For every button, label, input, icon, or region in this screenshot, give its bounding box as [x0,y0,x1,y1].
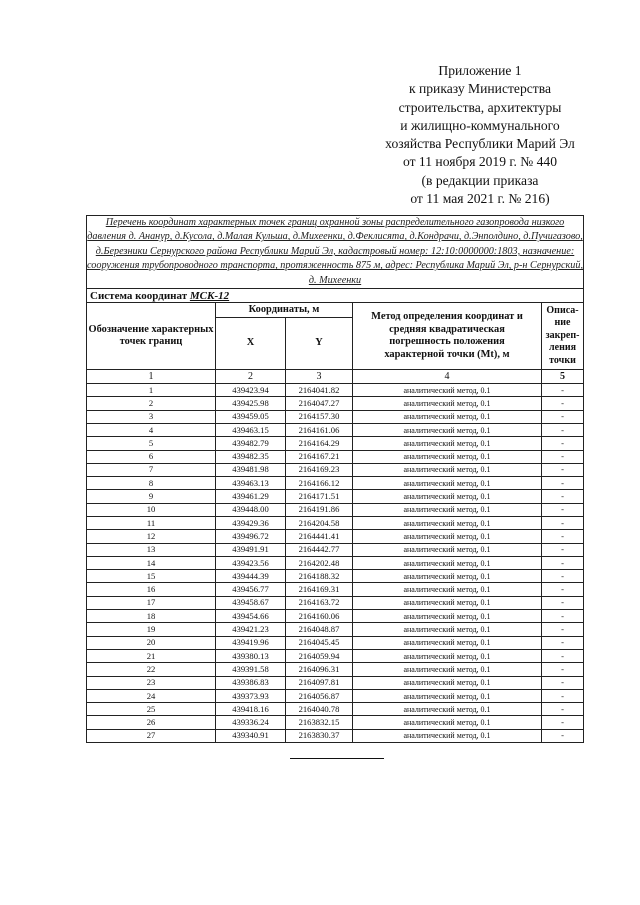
table-row [87,543,584,556]
description: - [542,570,584,583]
point-number: 19 [87,623,216,636]
description: - [542,689,584,702]
coord-y: 2164160.06 [286,610,353,623]
coord-x: 439461.29 [216,490,286,503]
description: - [542,649,584,662]
point-number: 11 [87,517,216,530]
table-row [87,450,584,463]
table-row [87,463,584,476]
coord-y: 2164047.27 [286,397,353,410]
method: аналитический метод, 0.1 [353,689,542,702]
coord-y: 2164188.32 [286,570,353,583]
point-number: 26 [87,716,216,729]
description: - [542,397,584,410]
coord-x: 439418.16 [216,703,286,716]
point-number: 12 [87,530,216,543]
coord-y: 2164204.58 [286,517,353,530]
method: аналитический метод, 0.1 [353,663,542,676]
method: аналитический метод, 0.1 [353,596,542,609]
description: - [542,503,584,516]
header-line: и жилищно-коммунального [400,117,560,133]
table-row [87,503,584,516]
method: аналитический метод, 0.1 [353,583,542,596]
coord-x: 439481.98 [216,463,286,476]
header-coordinates: Координаты, м [216,303,353,318]
header-line: строительства, архитектуры [398,99,562,115]
column-number: 4 [353,370,542,384]
coord-y: 2164171.51 [286,490,353,503]
table-row [87,729,584,742]
table-title-text: Перечень координат характерных точек границ охранной зоны распределительного газопровода низкого давления д. Ананур, д.Кусола, д.Малая Кульша, д.Михеенки, д.Феклисята, д.Кондрачи, д.Энполдино, д.Пучигазово, д.Березники Сернурского района Республики Марий Эл, кадастровый номер: 12:10:0000000:1803, назначение: сооружения трубопроводного транспорта, протяженность 875 м, адрес: Республика Марий Эл, р-н Сернурский, д. Михеенки [87,217,583,286]
point-number: 23 [87,676,216,689]
method: аналитический метод, 0.1 [353,623,542,636]
header-y: Y [286,318,353,370]
point-number: 1 [87,384,216,397]
coord-y: 2164169.31 [286,583,353,596]
description: - [542,517,584,530]
method: аналитический метод, 0.1 [353,517,542,530]
description: - [542,729,584,742]
method: аналитический метод, 0.1 [353,503,542,516]
point-number: 8 [87,477,216,490]
description: - [542,384,584,397]
table-row [87,397,584,410]
method: аналитический метод, 0.1 [353,543,542,556]
table-row [87,583,584,596]
point-number: 20 [87,636,216,649]
description: - [542,543,584,556]
description: - [542,636,584,649]
coord-x: 439423.94 [216,384,286,397]
description: - [542,437,584,450]
coord-x: 439429.36 [216,517,286,530]
coord-y: 2164441.41 [286,530,353,543]
description: - [542,410,584,423]
coord-x: 439456.77 [216,583,286,596]
coord-y: 2164041.82 [286,384,353,397]
coordinate-system [87,289,584,303]
coord-x: 439448.00 [216,503,286,516]
description: - [542,450,584,463]
table-row [87,649,584,662]
point-number: 13 [87,543,216,556]
table-title [87,216,584,289]
description: - [542,676,584,689]
header-designation: Обозначение характерных точек границ [87,303,216,370]
coord-y: 2164096.31 [286,663,353,676]
method: аналитический метод, 0.1 [353,649,542,662]
coord-y: 2164048.87 [286,623,353,636]
point-number: 2 [87,397,216,410]
table-row [87,623,584,636]
table-row [87,437,584,450]
column-number: 3 [286,370,353,384]
coord-x: 439386.83 [216,676,286,689]
table-row [87,716,584,729]
header-description: Описа-ние закреп-ления точки [542,303,584,370]
column-number: 1 [87,370,216,384]
coordinate-system-value: МСК-12 [189,289,230,302]
coord-y: 2164157.30 [286,410,353,423]
coord-x: 439423.56 [216,556,286,569]
coord-y: 2164097.81 [286,676,353,689]
table-row [87,663,584,676]
coord-x: 439458.67 [216,596,286,609]
coord-y: 2164163.72 [286,596,353,609]
method: аналитический метод, 0.1 [353,570,542,583]
coord-y: 2164056.87 [286,689,353,702]
table-row [87,490,584,503]
coord-x: 439491.91 [216,543,286,556]
method: аналитический метод, 0.1 [353,610,542,623]
header-line: хозяйства Республики Марий Эл [385,136,575,152]
description: - [542,663,584,676]
description: - [542,530,584,543]
table-row [87,410,584,423]
point-number: 4 [87,423,216,436]
point-number: 14 [87,556,216,569]
coord-x: 439482.79 [216,437,286,450]
coord-x: 439340.91 [216,729,286,742]
header-line: к приказу Министерства [408,81,552,97]
table-row [87,596,584,609]
coord-x: 439454.66 [216,610,286,623]
point-number: 15 [87,570,216,583]
coord-x: 439496.72 [216,530,286,543]
point-number: 16 [87,583,216,596]
method: аналитический метод, 0.1 [353,384,542,397]
table-row [87,384,584,397]
header-line: от 11 мая 2021 г. № 216) [410,191,550,207]
method: аналитический метод, 0.1 [353,423,542,436]
coord-y: 2164040.78 [286,703,353,716]
coord-x: 439463.15 [216,423,286,436]
point-number: 24 [87,689,216,702]
table-row [87,689,584,702]
method: аналитический метод, 0.1 [353,477,542,490]
point-number: 3 [87,410,216,423]
coord-x: 439463.13 [216,477,286,490]
coord-x: 439380.13 [216,649,286,662]
column-number: 5 [542,370,584,384]
description: - [542,596,584,609]
method: аналитический метод, 0.1 [353,556,542,569]
description: - [542,610,584,623]
method: аналитический метод, 0.1 [353,530,542,543]
description: - [542,490,584,503]
description: - [542,583,584,596]
method: аналитический метод, 0.1 [353,729,542,742]
table-row [87,477,584,490]
point-number: 7 [87,463,216,476]
coord-y: 2164059.94 [286,649,353,662]
coord-x: 439425.98 [216,397,286,410]
point-number: 10 [87,503,216,516]
table-row [87,556,584,569]
method: аналитический метод, 0.1 [353,636,542,649]
coord-x: 439444.39 [216,570,286,583]
header-line: (в редакции приказа [421,172,539,188]
method: аналитический метод, 0.1 [353,437,542,450]
coord-x: 439419.96 [216,636,286,649]
coord-y: 2164167.21 [286,450,353,463]
point-number: 25 [87,703,216,716]
description: - [542,716,584,729]
description: - [542,556,584,569]
coord-y: 2164161.06 [286,423,353,436]
method: аналитический метод, 0.1 [353,410,542,423]
coord-y: 2164045.45 [286,636,353,649]
table-row [87,703,584,716]
coordinate-system-label: Система координат [90,289,188,302]
method: аналитический метод, 0.1 [353,397,542,410]
end-line [290,758,384,759]
point-number: 21 [87,649,216,662]
method: аналитический метод, 0.1 [353,716,542,729]
coord-y: 2164169.23 [286,463,353,476]
table-row [87,676,584,689]
point-number: 6 [87,450,216,463]
header-method: Метод определения координат и средняя квадратическая погрешность положения характерной точки (Mt), м [353,303,542,370]
point-number: 18 [87,610,216,623]
method: аналитический метод, 0.1 [353,703,542,716]
coord-x: 439459.05 [216,410,286,423]
point-number: 22 [87,663,216,676]
column-numbers-row [87,370,584,384]
description: - [542,477,584,490]
coord-y: 2164166.12 [286,477,353,490]
coord-x: 439391.58 [216,663,286,676]
header-line: от 11 ноября 2019 г. № 440 [402,154,558,170]
table-row [87,610,584,623]
coord-x: 439373.93 [216,689,286,702]
method: аналитический метод, 0.1 [353,676,542,689]
method: аналитический метод, 0.1 [353,450,542,463]
description: - [542,703,584,716]
table-row [87,636,584,649]
appendix-header [330,62,630,208]
coord-y: 2164191.86 [286,503,353,516]
coord-y: 2164202.48 [286,556,353,569]
coordinates-table [86,215,584,743]
description: - [542,423,584,436]
coord-y: 2163830.37 [286,729,353,742]
point-number: 27 [87,729,216,742]
table-row [87,530,584,543]
coord-y: 2164164.29 [286,437,353,450]
description: - [542,623,584,636]
coord-x: 439482.35 [216,450,286,463]
table-row [87,423,584,436]
coord-x: 439421.23 [216,623,286,636]
method: аналитический метод, 0.1 [353,463,542,476]
method: аналитический метод, 0.1 [353,490,542,503]
point-number: 17 [87,596,216,609]
coord-y: 2163832.15 [286,716,353,729]
coord-y: 2164442.77 [286,543,353,556]
table-row [87,570,584,583]
point-number: 5 [87,437,216,450]
header-line: Приложение 1 [438,63,522,78]
column-number: 2 [216,370,286,384]
description: - [542,463,584,476]
table-row [87,517,584,530]
point-number: 9 [87,490,216,503]
coord-x: 439336.24 [216,716,286,729]
header-x: X [216,318,286,370]
